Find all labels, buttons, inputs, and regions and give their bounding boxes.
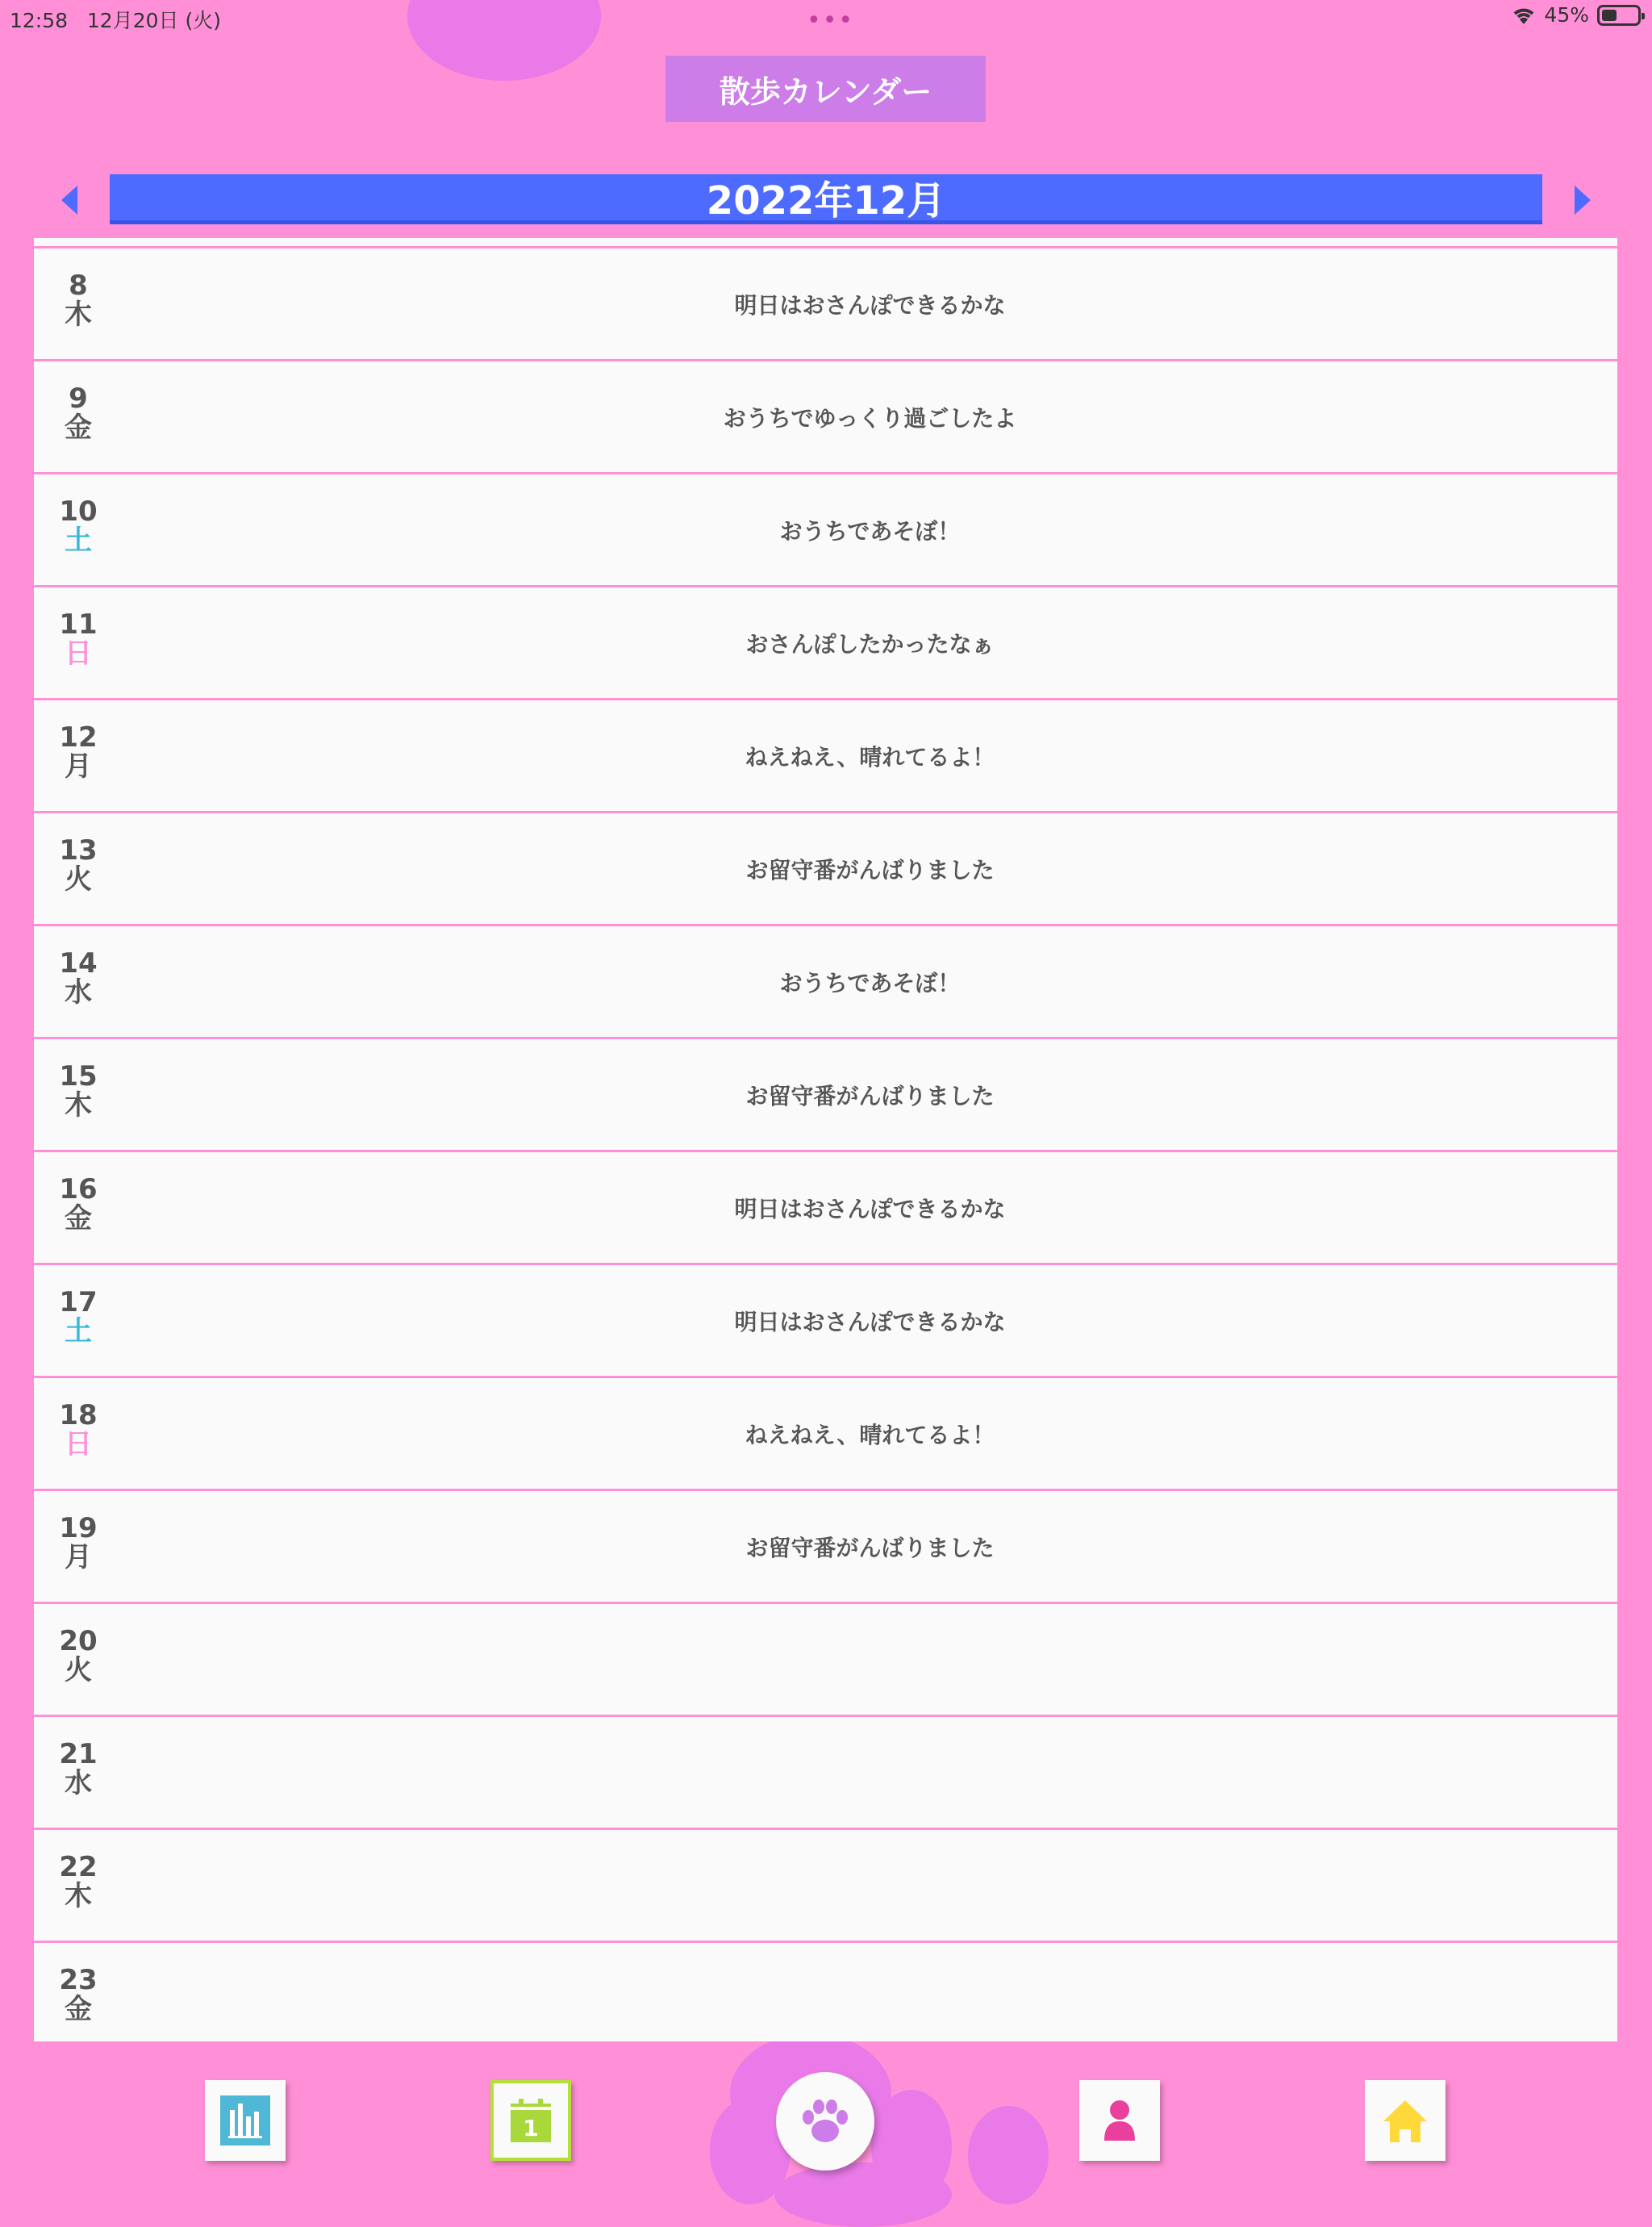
calendar-row[interactable]	[34, 813, 1617, 926]
calendar-row[interactable]	[34, 926, 1617, 1039]
weekday-label: 水	[65, 976, 92, 1009]
day-number: 20	[59, 1625, 98, 1657]
status-time: 12:58 12月20日 (火)	[10, 9, 221, 32]
weekday-label: 木	[65, 1089, 92, 1122]
weekday-label: 月	[65, 750, 92, 783]
calendar-row[interactable]	[34, 587, 1617, 700]
calendar-row[interactable]	[34, 474, 1617, 587]
row-date	[34, 384, 123, 442]
list-top-strip	[34, 238, 1617, 249]
day-number: 8	[69, 269, 88, 302]
day-number: 11	[59, 608, 98, 641]
row-message: おさんぽしたかったなぁ	[745, 630, 995, 658]
row-message: おうちでゆっくり過ごしたよ	[723, 404, 1017, 432]
row-date	[34, 1627, 123, 1685]
svg-text:1: 1	[523, 2115, 539, 2141]
calendar-row[interactable]	[34, 249, 1617, 361]
row-message: ねえねえ、晴れてるよ！	[745, 743, 995, 771]
next-month-button[interactable]	[1575, 186, 1591, 215]
row-message: お留守番がんばりました	[745, 1534, 995, 1561]
paw-icon	[797, 2093, 853, 2150]
weekday-label: 水	[65, 1767, 92, 1799]
row-message	[123, 1830, 1617, 1941]
calendar-row[interactable]	[34, 1830, 1617, 1943]
calendar-row[interactable]	[34, 1943, 1617, 2041]
prev-month-button[interactable]	[61, 186, 77, 215]
calendar-row[interactable]	[34, 1039, 1617, 1152]
row-date	[34, 949, 123, 1007]
calendar-row[interactable]	[34, 1717, 1617, 1830]
status-indicators	[1512, 3, 1641, 27]
row-date	[34, 497, 123, 555]
calendar-icon	[506, 2095, 556, 2146]
row-date	[34, 1401, 123, 1459]
row-date	[34, 1853, 123, 1911]
day-number: 16	[59, 1173, 98, 1205]
calendar-row[interactable]	[34, 1265, 1617, 1378]
row-date	[34, 1062, 123, 1120]
day-number: 12	[59, 721, 98, 754]
row-date	[34, 1966, 123, 2024]
weekday-label: 木	[65, 1880, 92, 1912]
row-message: おうちであそぼ！	[779, 517, 961, 545]
wifi-icon	[1512, 5, 1536, 26]
row-message: お留守番がんばりました	[745, 856, 995, 884]
row-date	[34, 1514, 123, 1572]
calendar-row[interactable]	[34, 1491, 1617, 1604]
day-number: 23	[59, 1964, 98, 1996]
row-message: 明日はおさんぽできるかな	[734, 291, 1006, 319]
row-date	[34, 271, 123, 329]
tab-calendar[interactable]	[490, 2080, 571, 2161]
weekday-label: 金	[65, 412, 92, 444]
weekday-label: 火	[65, 863, 92, 896]
weekday-label: 火	[65, 1654, 92, 1686]
day-number: 17	[59, 1286, 98, 1318]
row-date	[34, 610, 123, 668]
day-number: 21	[59, 1738, 98, 1770]
battery-percent: 45%	[1544, 3, 1589, 27]
weekday-label: 月	[65, 1541, 92, 1573]
row-message	[123, 1717, 1617, 1828]
row-date	[34, 836, 123, 894]
calendar-row[interactable]	[34, 1604, 1617, 1717]
row-message	[123, 1604, 1617, 1715]
tab-home[interactable]	[1365, 2080, 1446, 2161]
home-icon	[1380, 2095, 1430, 2146]
weekday-label: 土	[65, 1315, 92, 1347]
row-date	[34, 1175, 123, 1233]
calendar-row[interactable]	[34, 361, 1617, 474]
calendar-row[interactable]	[34, 1152, 1617, 1265]
bar-chart-icon	[220, 2095, 270, 2146]
tab-profile[interactable]	[1079, 2080, 1160, 2161]
day-number: 19	[59, 1512, 98, 1544]
calendar-row[interactable]	[34, 700, 1617, 813]
month-label: 2022年12月	[110, 174, 1542, 224]
calendar-list[interactable]	[34, 238, 1617, 2041]
row-date	[34, 1288, 123, 1346]
weekday-label: 土	[65, 524, 92, 557]
tab-stats[interactable]	[205, 2080, 286, 2161]
calendar-row[interactable]	[34, 1378, 1617, 1491]
weekday-label: 金	[65, 1993, 92, 2025]
weekday-label: 日	[65, 637, 92, 670]
day-number: 10	[59, 495, 98, 528]
multitask-dots[interactable]: •••	[807, 6, 855, 35]
day-number: 22	[59, 1851, 98, 1883]
row-message: お留守番がんばりました	[745, 1082, 995, 1109]
row-message: おうちであそぼ！	[779, 969, 961, 997]
status-bar	[0, 0, 1652, 36]
row-date	[34, 723, 123, 781]
weekday-label: 金	[65, 1202, 92, 1235]
battery-icon	[1597, 5, 1641, 26]
day-number: 9	[69, 382, 88, 415]
row-message	[123, 1943, 1617, 2041]
weekday-label: 木	[65, 299, 92, 331]
page-title: 散歩カレンダー	[665, 56, 986, 122]
person-icon	[1095, 2095, 1145, 2146]
walk-button[interactable]	[776, 2072, 874, 2171]
row-message: 明日はおさんぽできるかな	[734, 1195, 1006, 1222]
day-number: 13	[59, 834, 98, 867]
row-message: ねえねえ、晴れてるよ！	[745, 1421, 995, 1448]
row-date	[34, 1740, 123, 1798]
day-number: 15	[59, 1060, 98, 1093]
weekday-label: 日	[65, 1428, 92, 1460]
day-number: 14	[59, 947, 98, 980]
row-message: 明日はおさんぽできるかな	[734, 1308, 1006, 1335]
day-number: 18	[59, 1399, 98, 1431]
